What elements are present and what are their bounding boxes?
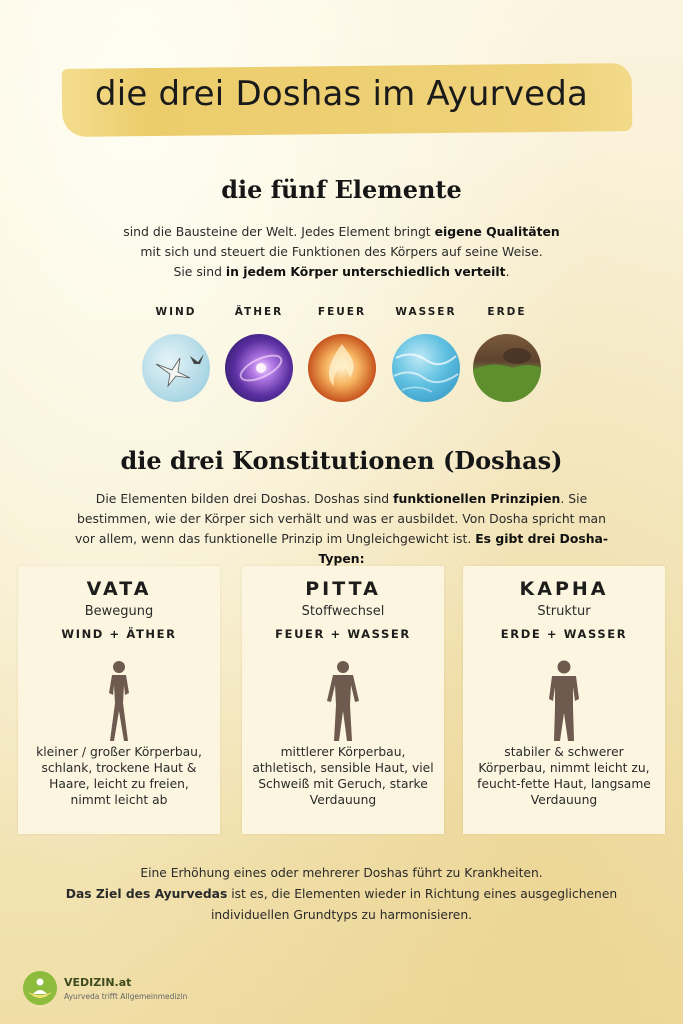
earth-icon — [473, 334, 541, 402]
sturdy-person-icon — [541, 659, 587, 745]
dosha-cards — [18, 566, 665, 836]
lotus-logo-icon — [22, 970, 58, 1006]
element-water — [386, 306, 466, 402]
page-title: die drei Doshas im Ayurveda — [94, 74, 589, 114]
element-label: ERDE — [487, 306, 527, 318]
athletic-person-icon — [321, 659, 365, 745]
elements-intro: sind die Bausteine der Welt. Jedes Element bringt eigene Qualitäten mit sich und steuert die Funktionen des Körpers auf seine Weise. Sie sind in jedem Körper unterschiedlich verteilt. — [123, 224, 560, 279]
element-label: FEUER — [317, 306, 367, 318]
dosha-name: KAPHA — [519, 578, 609, 600]
elements-heading: die fünf Elemente — [221, 175, 462, 204]
element-fire — [302, 306, 382, 402]
dosha-description: stabiler & schwerer Körperbau, nimmt leicht zu, feucht-fette Haut, langsame Verdauung — [477, 745, 651, 807]
dosha-name: VATA — [86, 578, 152, 600]
fire-icon — [308, 334, 376, 402]
dosha-elements: FEUER + WASSER — [275, 627, 411, 641]
brand-name: VEDIZIN.at — [64, 976, 132, 989]
dosha-elements: ERDE + WASSER — [500, 627, 628, 641]
doshas-intro: Die Elementen bilden drei Doshas. Doshas sind funktionellen Prinzipien. Sie bestimmen, wie der Körper sich verhält und was er ausbildet. Von Dosha spricht man vor allem, wenn das funktionelle Prinzip im Ungleichgewicht ist. Es gibt drei Dosha-Typen: — [74, 491, 609, 566]
footer-text: Eine Erhöhung eines oder mehrerer Doshas führt zu Krankheiten. Das Ziel des Ayurvedas ist es, die Elementen wieder in Richtung eines ausgeglichenen individuellen Grundtyps zu harmonisieren. — [65, 866, 618, 922]
dosha-card-kapha — [463, 566, 665, 834]
slim-person-icon — [99, 659, 139, 745]
element-wind — [136, 306, 216, 402]
dosha-card-pitta — [242, 566, 444, 834]
element-list — [0, 306, 683, 406]
dosha-description: mittlerer Körperbau, athletisch, sensible Haut, viel Schweiß mit Geruch, starke Verdauung — [252, 745, 434, 807]
bird-icon — [142, 334, 210, 402]
water-icon — [392, 334, 460, 402]
dosha-name: PITTA — [305, 578, 381, 600]
doshas-heading: die drei Konstitutionen (Doshas) — [120, 446, 563, 475]
brand-tagline: Ayurveda trifft Allgemeinmedizin — [64, 992, 188, 1001]
vedizin-logo[interactable] — [22, 970, 202, 1010]
element-label: WASSER — [395, 306, 457, 318]
element-label: WIND — [155, 306, 197, 318]
dosha-role: Bewegung — [84, 604, 154, 619]
element-aether — [219, 306, 299, 402]
element-label: ÄTHER — [234, 306, 284, 318]
dosha-role: Struktur — [537, 604, 591, 619]
galaxy-icon — [225, 334, 293, 402]
dosha-elements: WIND + ÄTHER — [61, 627, 177, 641]
dosha-description: kleiner / großer Körperbau, schlank, trockene Haut & Haare, leicht zu freien, nimmt leicht ab — [36, 745, 202, 807]
element-earth — [467, 306, 547, 402]
dosha-card-vata — [18, 566, 220, 834]
dosha-role: Stoffwechsel — [301, 604, 385, 619]
